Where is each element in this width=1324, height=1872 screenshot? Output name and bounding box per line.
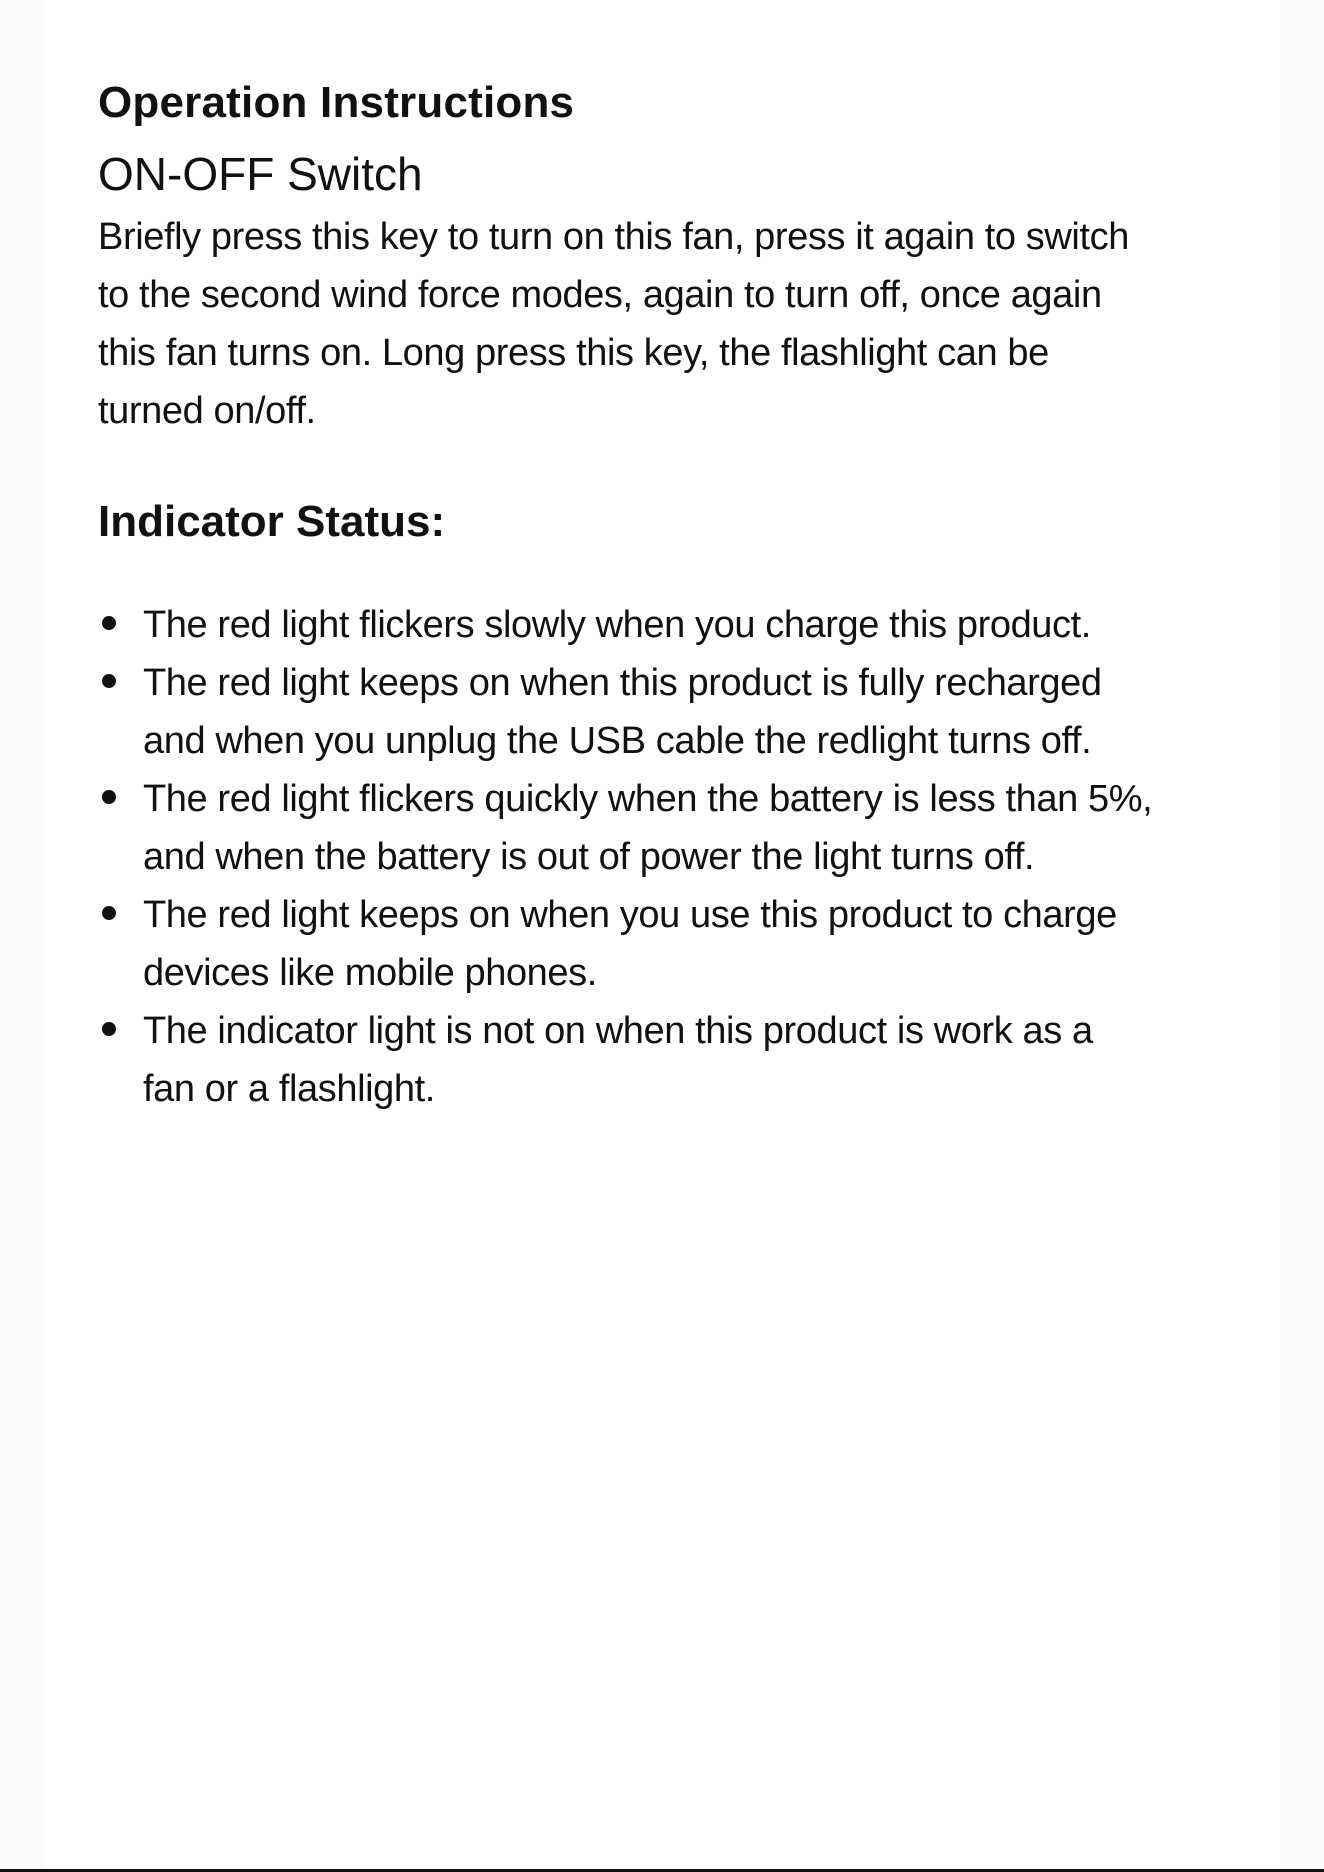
paragraph-line: to the second wind force modes, again to turn off, once again [98,274,1102,316]
paragraph-line: turned on/off. [98,390,316,432]
list-item [98,596,1258,654]
switch-section-heading: ON-OFF Switch [98,148,423,200]
list-item [98,1002,1258,1118]
list-item-line: and when you unplug the USB cable the redlight turns off. [143,720,1092,762]
list-item-line: devices like mobile phones. [143,952,597,994]
list-item-line: fan or a flashlight. [143,1068,435,1110]
indicator-section-heading: Indicator Status: [98,497,446,546]
bullet-icon [102,906,116,920]
bullet-icon [102,616,116,630]
list-item [98,770,1258,886]
list-item [98,886,1258,1002]
switch-section-paragraph [98,208,1258,440]
bullet-icon [102,674,116,688]
list-item-line: The indicator light is not on when this product is work as a [143,1010,1093,1052]
list-item-line: The red light keeps on when you use this product to charge [143,894,1117,936]
indicator-status-list [98,596,1258,1118]
document-content [98,68,1258,1118]
document-title: Operation Instructions [98,78,575,127]
page-left-margin [0,0,44,1872]
bullet-icon [102,790,116,804]
list-item-line: The red light keeps on when this product is fully recharged [143,662,1102,704]
page-right-margin [1280,0,1324,1872]
list-item-line: and when the battery is out of power the light turns off. [143,836,1035,878]
bullet-icon [102,1022,116,1036]
list-item-line: The red light flickers slowly when you charge this product. [143,604,1091,646]
list-item-line: The red light flickers quickly when the battery is less than 5%, [143,778,1153,820]
list-item [98,654,1258,770]
paragraph-line: this fan turns on. Long press this key, the flashlight can be [98,332,1049,374]
paragraph-line: Briefly press this key to turn on this fan, press it again to switch [98,216,1129,258]
